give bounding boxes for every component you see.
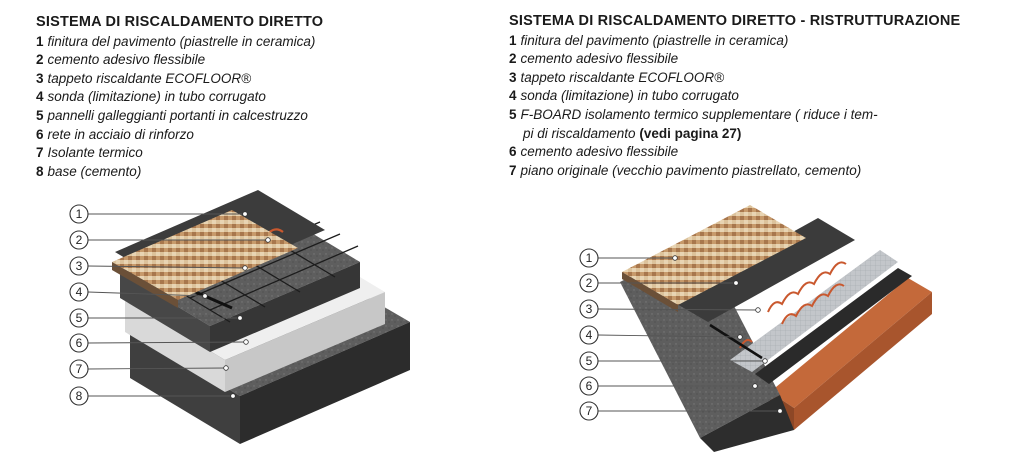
svg-text:5: 5 — [75, 311, 83, 325]
right-legend-item-4: 4 sonda (limitazione) in tubo corrugato — [509, 88, 739, 104]
right-callout-2 — [580, 274, 598, 292]
svg-text:3: 3 — [585, 302, 593, 316]
svg-text:3: 3 — [75, 259, 83, 273]
svg-text:7: 7 — [585, 404, 593, 418]
left-legend-item-4: 4 sonda (limitazione) in tubo corrugato — [36, 89, 266, 105]
right-layer-original-floor — [770, 278, 932, 408]
svg-text:1: 1 — [585, 251, 593, 265]
right-callout-1 — [580, 249, 598, 267]
left-legend-item-7: 7 Isolante termico — [36, 145, 143, 161]
left-panel — [0, 0, 500, 474]
svg-text:6: 6 — [585, 379, 593, 393]
right-callout-5 — [580, 352, 598, 370]
left-callout-8 — [70, 387, 88, 405]
left-legend-item-3: 3 tappeto riscaldante ECOFLOOR® — [36, 70, 252, 86]
right-panel — [500, 0, 1024, 474]
left-callout-7 — [70, 360, 88, 378]
right-callout-7 — [580, 402, 598, 420]
right-callout-4 — [580, 326, 598, 344]
right-floor-diagram — [500, 0, 1024, 474]
left-legend-item-6: 6 rete in acciaio di rinforzo — [36, 126, 194, 142]
left-legend-item-2: 2 cemento adesivo flessibile — [36, 52, 206, 68]
right-legend-item-3: 3 tappeto riscaldante ECOFLOOR® — [509, 69, 725, 85]
svg-text:4: 4 — [75, 285, 83, 299]
svg-text:7: 7 — [75, 362, 83, 376]
left-callout-4 — [70, 283, 88, 301]
svg-text:2: 2 — [585, 276, 593, 290]
right-legend-item-2: 2 cemento adesivo flessibile — [509, 51, 679, 67]
left-floor-diagram — [0, 0, 500, 474]
right-legend-item-6: 6 cemento adesivo flessibile — [509, 144, 679, 160]
left-callout-3 — [70, 257, 88, 275]
svg-text:6: 6 — [75, 336, 83, 350]
left-callout-6 — [70, 334, 88, 352]
right-callout-3 — [580, 300, 598, 318]
svg-text:1: 1 — [75, 207, 83, 221]
right-title: SISTEMA DI RISCALDAMENTO DIRETTO - RISTRUTTURAZIONE — [509, 13, 961, 29]
svg-text:2: 2 — [75, 233, 83, 247]
left-legend-item-5: 5 pannelli galleggianti portanti in calcestruzzo — [36, 107, 308, 123]
left-legend-item-1: 1 finitura del pavimento (piastrelle in ceramica) — [36, 33, 316, 49]
right-callout-6 — [580, 377, 598, 395]
left-callout-1 — [70, 205, 88, 223]
left-title: SISTEMA DI RISCALDAMENTO DIRETTO — [36, 14, 324, 30]
svg-text:5: 5 — [585, 354, 593, 368]
left-callout-5 — [70, 309, 88, 327]
left-legend-item-8: 8 base (cemento) — [36, 163, 142, 179]
svg-text:4: 4 — [585, 328, 593, 342]
right-legend-item-1: 1 finitura del pavimento (piastrelle in ceramica) — [509, 32, 789, 48]
right-legend-item-7: 7 piano originale (vecchio pavimento piastrellato, cemento) — [509, 162, 862, 178]
right-legend-item-5: 5 F-BOARD isolamento termico supplementare ( riduce i tem- pi di riscaldamento (vedi pagina 27) — [509, 106, 878, 141]
svg-text:8: 8 — [75, 389, 83, 403]
left-callout-2 — [70, 231, 88, 249]
